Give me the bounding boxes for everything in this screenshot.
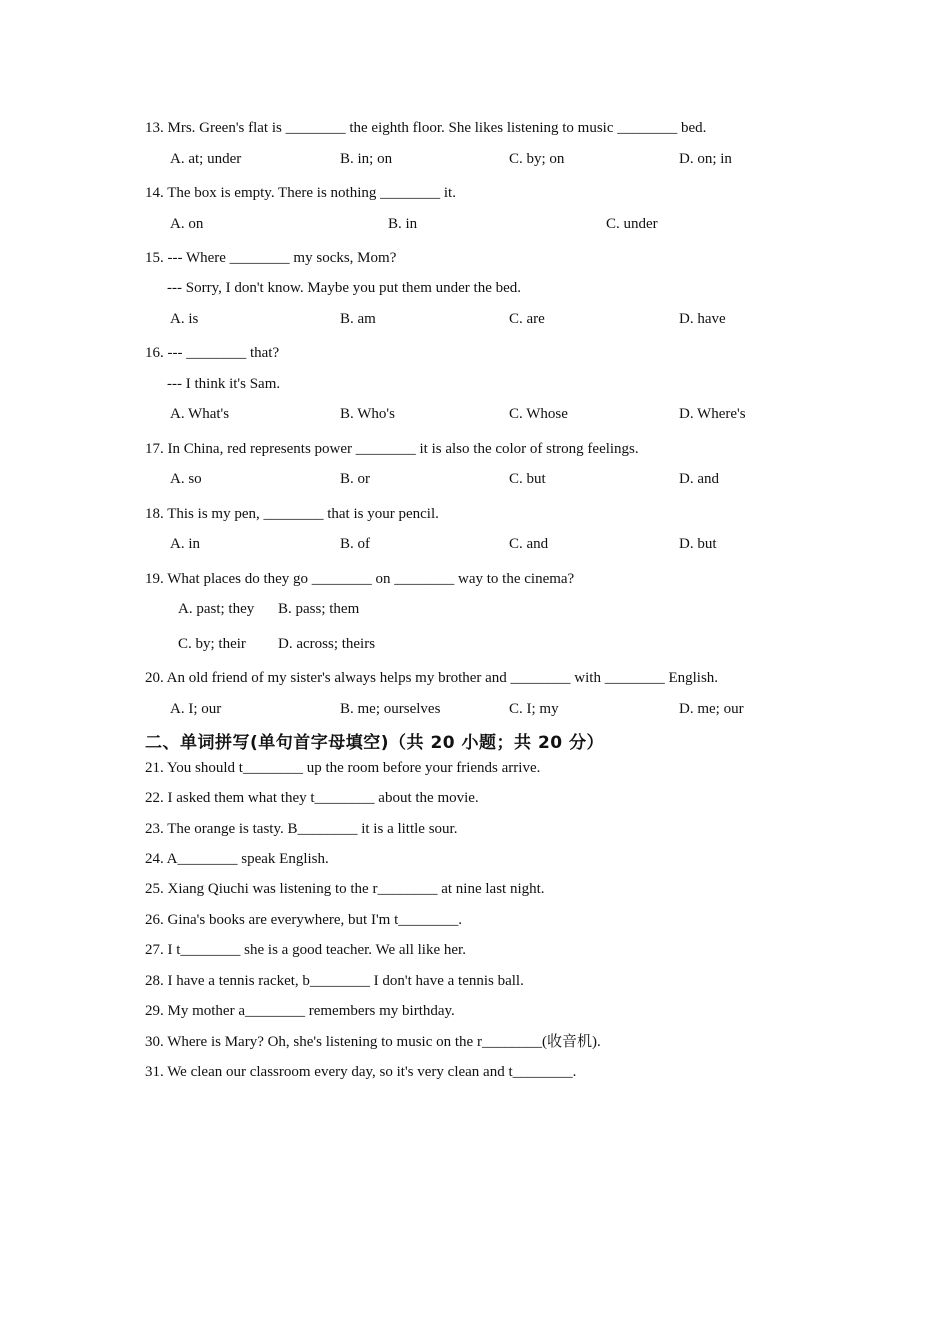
spelling-item-text: 30. Where is Mary? Oh, she's listening to music on the r________(收音机). — [145, 1034, 601, 1050]
question-18-stem — [0, 502, 950, 526]
option-c: C. by; their — [178, 636, 246, 652]
question-20-options — [0, 697, 950, 721]
spelling-item — [0, 1060, 950, 1084]
spelling-item — [0, 756, 950, 780]
option-d: D. Where's — [679, 406, 746, 422]
option-d: D. across; theirs — [278, 636, 376, 652]
question-18-options — [0, 532, 950, 556]
question-19-options-row-2 — [0, 632, 950, 656]
option-c: C. and — [509, 536, 549, 552]
question-stem-text: --- I think it's Sam. — [167, 376, 281, 392]
spelling-item-text: 22. I asked them what they t________ about the movie. — [145, 790, 479, 806]
section-2-heading: 二、单词拼写(单句首字母填空)（共 20 小题；共 20 分） — [145, 733, 605, 753]
question-stem-text: 13. Mrs. Green's flat is ________ the eighth floor. She likes listening to music ________ bed. — [145, 120, 707, 136]
option-b: B. pass; them — [278, 601, 360, 617]
option-b: B. of — [340, 536, 370, 552]
question-15-options — [0, 307, 950, 331]
question-stem-text: 19. What places do they go ________ on ________ way to the cinema? — [145, 571, 575, 587]
question-16-stem-line-2 — [0, 372, 950, 396]
option-c: C. but — [509, 471, 546, 487]
spelling-item — [0, 877, 950, 901]
spelling-item — [0, 817, 950, 841]
option-c: C. I; my — [509, 701, 559, 717]
spelling-item-text: 24. A________ speak English. — [145, 851, 329, 867]
option-c: C. by; on — [509, 151, 565, 167]
question-stem-text: 17. In China, red represents power ________ it is also the color of strong feelings. — [145, 441, 639, 457]
option-a: A. What's — [170, 406, 230, 422]
question-14-options — [0, 212, 950, 236]
option-d: D. on; in — [679, 151, 732, 167]
question-16-stem — [0, 341, 950, 365]
question-stem-text: --- Sorry, I don't know. Maybe you put them under the bed. — [167, 280, 522, 296]
option-a: A. past; they — [178, 601, 255, 617]
question-14-stem — [0, 181, 950, 205]
option-b: B. am — [340, 311, 376, 327]
question-13-stem — [0, 116, 950, 140]
option-d: D. have — [679, 311, 726, 327]
question-stem-text: 20. An old friend of my sister's always helps my brother and ________ with ________ English. — [145, 670, 719, 686]
option-a: A. in — [170, 536, 200, 552]
option-a: A. on — [170, 216, 204, 232]
spelling-item-text: 27. I t________ she is a good teacher. We all like her. — [145, 942, 466, 958]
spelling-item — [0, 938, 950, 962]
question-stem-text: 15. --- Where ________ my socks, Mom? — [145, 250, 397, 266]
spelling-item-text: 23. The orange is tasty. B________ it is a little sour. — [145, 821, 458, 837]
option-b: B. in — [388, 216, 418, 232]
question-17-stem — [0, 437, 950, 461]
spelling-item-text: 25. Xiang Qiuchi was listening to the r________ at nine last night. — [145, 881, 545, 897]
question-15-stem — [0, 246, 950, 270]
option-c: C. Whose — [509, 406, 568, 422]
spelling-item — [0, 847, 950, 871]
question-19-stem — [0, 567, 950, 591]
question-13-options — [0, 147, 950, 171]
question-19-options-row-1 — [0, 597, 950, 621]
option-d: D. me; our — [679, 701, 744, 717]
option-c: C. are — [509, 311, 545, 327]
spelling-item — [0, 908, 950, 932]
question-15-stem-line-2 — [0, 276, 950, 300]
option-d: D. but — [679, 536, 717, 552]
question-stem-text: 18. This is my pen, ________ that is your pencil. — [145, 506, 439, 522]
question-20-stem — [0, 666, 950, 690]
option-b: B. in; on — [340, 151, 393, 167]
spelling-item — [0, 786, 950, 810]
option-b: B. or — [340, 471, 370, 487]
option-a: A. so — [170, 471, 202, 487]
spelling-item-text: 31. We clean our classroom every day, so it's very clean and t________. — [145, 1064, 577, 1080]
option-a: A. is — [170, 311, 199, 327]
spelling-item — [0, 969, 950, 993]
question-17-options — [0, 467, 950, 491]
option-a: A. I; our — [170, 701, 222, 717]
option-a: A. at; under — [170, 151, 242, 167]
question-16-options — [0, 402, 950, 426]
option-c: C. under — [606, 216, 658, 232]
spelling-item-text: 28. I have a tennis racket, b________ I don't have a tennis ball. — [145, 973, 524, 989]
spelling-item — [0, 1030, 950, 1054]
spelling-item-text: 26. Gina's books are everywhere, but I'm t________. — [145, 912, 462, 928]
question-stem-text: 16. --- ________ that? — [145, 345, 280, 361]
option-d: D. and — [679, 471, 719, 487]
spelling-item — [0, 999, 950, 1023]
option-b: B. Who's — [340, 406, 395, 422]
spelling-item-text: 21. You should t________ up the room before your friends arrive. — [145, 760, 541, 776]
option-b: B. me; ourselves — [340, 701, 441, 717]
question-stem-text: 14. The box is empty. There is nothing ________ it. — [145, 185, 456, 201]
spelling-item-text: 29. My mother a________ remembers my birthday. — [145, 1003, 455, 1019]
